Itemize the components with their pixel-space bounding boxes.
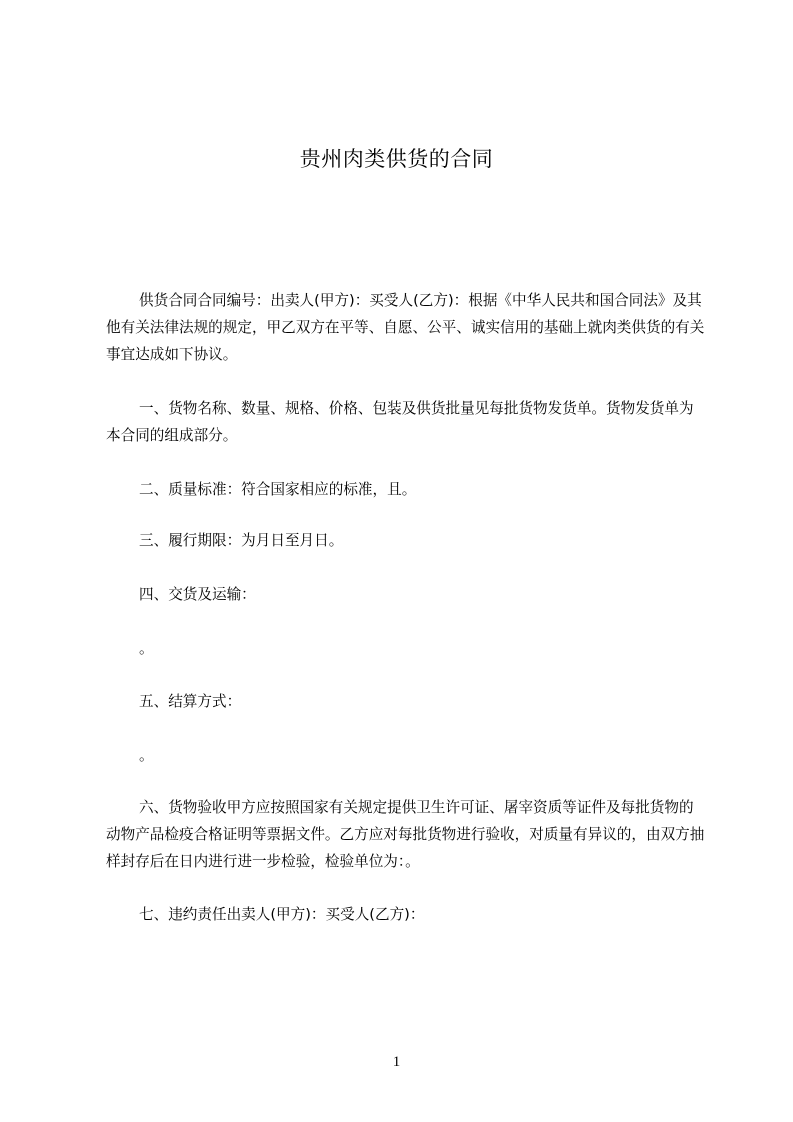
clause-2-quality: 二、质量标准：符合国家相应的标准，且。 [139, 481, 417, 498]
clause-5-settlement: 五、结算方式： [139, 693, 242, 710]
clause-3-term: 三、履行期限：为月日至月日。 [139, 532, 344, 549]
clause-1-goods: 一、货物名称、数量、规格、价格、包装及供货批量见每批货物发货单。货物发货单为本合同的组成部分。 [106, 400, 694, 444]
clause-4-delivery: 四、交货及运输： [139, 586, 256, 603]
clause-4-blank: 。 [139, 640, 154, 657]
clause-5-blank: 。 [139, 747, 154, 764]
clause-7-liability: 七、违约责任出卖人(甲方)：买受人(乙方)： [139, 906, 425, 923]
clause-6-inspection: 六、货物验收甲方应按照国家有关规定提供卫生许可证、屠宰资质等证件及每批货物的动物产品检疫合格证明等票据文件。乙方应对每批货物进行验收，对质量有异议的，由双方抽样封存后在日内进行进一步检验，检验单位为：。 [106, 799, 705, 870]
document-title: 贵州肉类供货的合同 [299, 147, 494, 171]
page-number: 1 [392, 1054, 401, 1070]
intro-paragraph: 供货合同合同编号：出卖人(甲方)：买受人(乙方)：根据《中华人民共和国合同法》及其他有关法律法规的规定，甲乙双方在平等、自愿、公平、诚实信用的基础上就肉类供货的有关事宜达成如下协议。 [106, 292, 705, 363]
